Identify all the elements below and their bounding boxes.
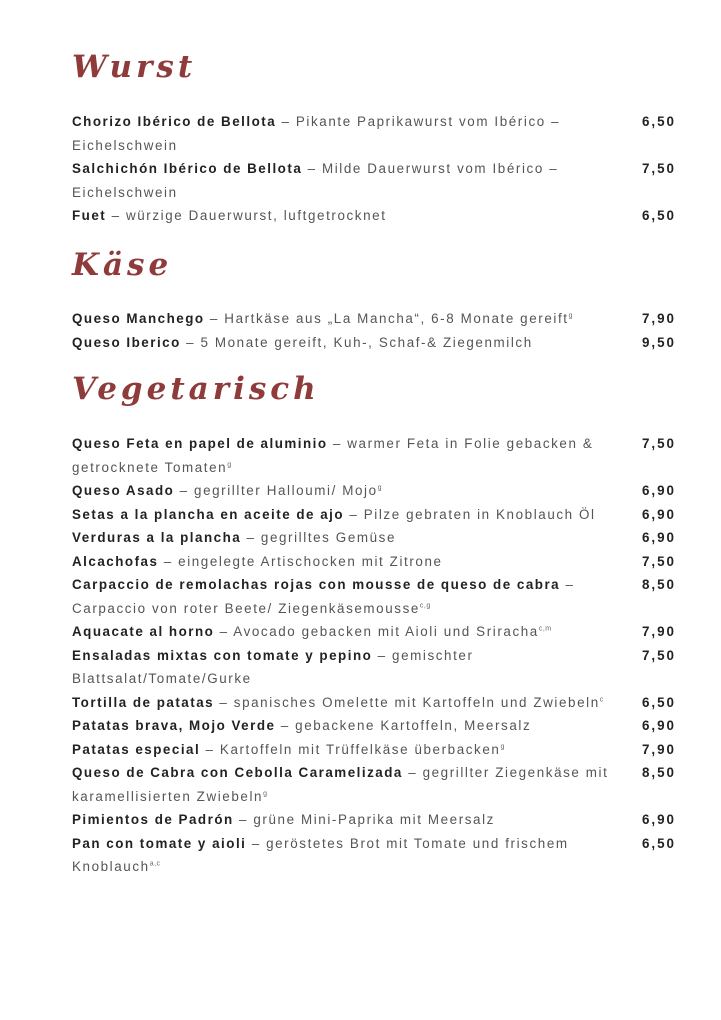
menu-item [72, 307, 676, 331]
item-price: 6,50 [641, 694, 676, 710]
allergen-note: a,c [149, 860, 161, 868]
item-description: – gemischter Blattsalat/Tomate/Gurke [72, 647, 474, 686]
item-description: – Kartoffeln mit Trüffelkäse überbacken [200, 741, 501, 757]
allergen-note: c,m [538, 625, 552, 633]
item-description: – geröstetes Brot mit Tomate und frischem Knoblauch [72, 835, 569, 874]
item-name: Pan con tomate y aioli [72, 835, 247, 851]
item-description: – gebackene Kartoffeln, Meersalz [275, 718, 532, 733]
item-description: – Milde Dauerwurst vom Ibérico – Eichelschwein [72, 161, 559, 200]
section-kaese [72, 307, 676, 354]
allergen-note: g [227, 461, 232, 469]
item-name: Tortilla de patatas [72, 694, 215, 710]
section-title-wurst: Wurst [72, 49, 197, 85]
menu-item [72, 761, 676, 808]
item-name: Patatas especial [72, 741, 201, 757]
item-description: – Avocado gebacken mit Aioli und Sriracha [214, 624, 539, 639]
item-description: – Pikante Paprikawurst vom Ibérico – Eichelschwein [72, 114, 561, 153]
menu-item [72, 550, 676, 574]
allergen-note: c [599, 696, 604, 704]
item-description: – gegrillter Ziegenkäse mit karamellisierten Zwiebeln [72, 765, 609, 804]
item-description: – würzige Dauerwurst, luftgetrocknet [106, 208, 387, 223]
menu-item [72, 832, 676, 879]
item-name: Aquacate al horno [72, 624, 215, 639]
menu-item [72, 808, 676, 832]
item-price: 8,50 [641, 765, 676, 780]
item-price: 6,50 [641, 114, 676, 129]
item-name: Patatas brava, Mojo Verde [72, 718, 276, 733]
menu-item [72, 738, 676, 762]
item-description: – spanisches Omelette mit Kartoffeln und Zwiebeln [214, 694, 600, 710]
item-name: Queso Iberico [72, 334, 181, 350]
allergen-note: c,g [419, 602, 431, 610]
section-title-vegetarisch: Vegetarisch [72, 371, 320, 407]
item-price: 8,50 [641, 577, 676, 592]
menu-item [72, 526, 676, 550]
section-vegetarisch [72, 432, 676, 879]
item-name: Queso Asado [72, 483, 175, 498]
allergen-note: g [500, 743, 505, 751]
item-name: Salchichón Ibérico de Bellota [72, 161, 303, 176]
item-price: 7,90 [641, 311, 676, 326]
item-name: Ensaladas mixtas con tomate y pepino [72, 647, 373, 663]
menu-item [72, 573, 676, 620]
item-description: – 5 Monate gereift, Kuh-, Schaf-& Ziegenmilch [180, 334, 533, 350]
menu-item [72, 714, 676, 738]
item-description: – Hartkäse aus „La Mancha“, 6-8 Monate gereift [204, 311, 569, 326]
menu-item [72, 479, 676, 503]
item-price: 6,50 [641, 835, 676, 851]
menu-item [72, 204, 676, 228]
item-price: 6,90 [641, 718, 676, 733]
item-description: – gegrilltes Gemüse [241, 530, 397, 545]
item-name: Carpaccio de remolachas rojas con mousse de queso de cabra [72, 577, 561, 592]
menu-item [72, 503, 676, 527]
item-description: – Pilze gebraten in Knoblauch Öl [344, 506, 596, 522]
item-name: Pimientos de Padrón [72, 812, 234, 827]
menu-item [72, 331, 676, 355]
item-name: Fuet [72, 208, 107, 223]
item-price: 7,50 [641, 553, 676, 569]
item-price: 7,90 [641, 624, 676, 639]
item-description: – grüne Mini-Paprika mit Meersalz [233, 812, 495, 827]
item-name: Queso Manchego [72, 311, 205, 326]
menu-item [72, 157, 676, 204]
item-name: Chorizo Ibérico de Bellota [72, 114, 277, 129]
item-price: 6,90 [641, 506, 676, 522]
item-name: Alcachofas [72, 553, 159, 569]
item-price: 9,50 [641, 334, 676, 350]
allergen-note: g [263, 790, 268, 798]
item-name: Setas a la plancha en aceite de ajo [72, 506, 345, 522]
item-price: 6,90 [641, 483, 676, 498]
item-price: 6,90 [641, 530, 676, 545]
allergen-note: g [377, 484, 383, 492]
item-price: 7,50 [641, 436, 676, 451]
item-price: 7,90 [641, 741, 676, 757]
item-price: 7,50 [641, 161, 676, 176]
section-wurst [72, 110, 676, 228]
item-price: 6,50 [641, 208, 676, 223]
menu-item [72, 620, 676, 644]
item-name: Queso Feta en papel de aluminio [72, 436, 328, 451]
menu-item [72, 432, 676, 479]
menu-item [72, 691, 676, 715]
item-price: 7,50 [641, 647, 676, 663]
item-name: Verduras a la plancha [72, 530, 242, 545]
item-name: Queso de Cabra con Cebolla Caramelizada [72, 765, 403, 780]
item-description: – warmer Feta in Folie gebacken & getrocknete Tomaten [72, 436, 594, 475]
item-description: – eingelegte Artischocken mit Zitrone [158, 553, 443, 569]
item-description: – gegrillter Halloumi/ Mojo [174, 483, 378, 498]
allergen-note: g [568, 312, 574, 320]
menu-item [72, 644, 676, 691]
section-title-kaese: Käse [72, 247, 173, 283]
item-description: – Carpaccio von roter Beete/ Ziegenkäsemousse [72, 577, 575, 616]
menu-item [72, 110, 676, 157]
item-price: 6,90 [641, 812, 676, 827]
